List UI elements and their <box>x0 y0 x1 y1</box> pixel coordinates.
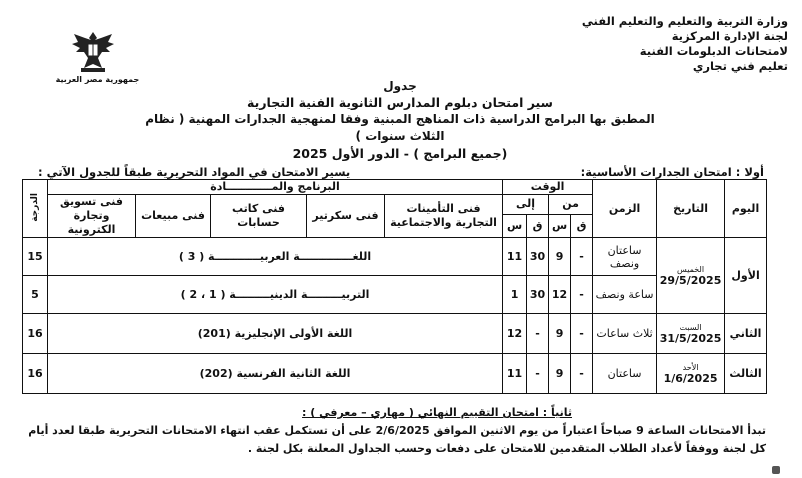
day-cell: الأول <box>725 238 767 314</box>
marks-cell: 16 <box>23 354 48 394</box>
subject-cell: اللغــــــــــــــة العربيــــــــــــة ( 3 ) <box>48 238 503 276</box>
duration-cell: ثلاث ساعات <box>593 314 657 354</box>
header-program: البرنامج والمــــــــــــادة <box>48 180 503 195</box>
title-line: سير امتحان دبلوم المدارس الثانوية الفنية التجارية <box>247 95 553 110</box>
date-cell: السبت 31/5/2025 <box>657 314 725 354</box>
from-minute: - <box>571 238 593 276</box>
program-sales: فنى مبيعات <box>136 195 211 238</box>
program-accountant: فنى كاتب حسابات <box>211 195 307 238</box>
table-row <box>23 314 767 354</box>
header-duration: الزمن <box>593 180 657 238</box>
table-row <box>23 238 767 276</box>
to-hour: 11 <box>503 354 527 394</box>
ministry-line: لجنة الإدارة المركزية <box>671 29 788 43</box>
header-day: اليوم <box>725 180 767 238</box>
marks-cell: 15 <box>23 238 48 276</box>
from-minute: - <box>571 354 593 394</box>
section2-paragraph: تبدأ الامتحانات الساعة 9 صباحاً اعتباراً من يوم الاثنين الموافق 2/6/2025 على أن تستكمل عقب انتهاء الامتحانات التحريرية طبقا لعدد أيام كل لجنة ووفقاً لأعداد الطلاب المتقدمين للامتحان على دفعات وحسب الجداول المعلنة بكل لجنة . <box>28 424 766 455</box>
title-line: (جميع البرامج ) - الدور الأول 2025 <box>292 146 508 161</box>
ministry-line: وزارة التربية والتعليم والتعليم الفني <box>581 14 788 28</box>
to-hour: 12 <box>503 314 527 354</box>
table-row <box>23 276 767 314</box>
date-cell: الخميس 29/5/2025 <box>657 238 725 314</box>
program-marketing: فنى تسويق وتجارة الكترونية <box>48 195 136 238</box>
to-minute: - <box>527 354 549 394</box>
header-hour: س <box>549 214 571 237</box>
emblem-caption: جمهورية مصر العربية <box>55 75 140 84</box>
program-secretary: فنى سكرتير <box>307 195 385 238</box>
subject-cell: اللغة الأولى الإنجليزية (201) <box>48 314 503 354</box>
ministry-header <box>528 14 788 74</box>
header-date: التاريخ <box>657 180 725 238</box>
duration-cell: ساعة ونصف <box>593 276 657 314</box>
day-cell: الثاني <box>725 314 767 354</box>
corner-mark-icon <box>772 466 780 474</box>
eagle-emblem-icon <box>68 30 118 74</box>
to-hour: 11 <box>503 238 527 276</box>
from-hour: 9 <box>549 314 571 354</box>
header-hour: س <box>503 214 527 237</box>
header-from: من <box>549 195 593 215</box>
from-hour: 9 <box>549 238 571 276</box>
day-cell: الثالث <box>725 354 767 394</box>
date-cell: الأحد 1/6/2025 <box>657 354 725 394</box>
subject-cell: التربيـــــــــة الدينيـــــــــة ( 1 ، 2 ) <box>48 276 503 314</box>
duration-cell: ساعتان <box>593 354 657 394</box>
title-line: المطبق بها البرامج الدراسية ذات المناهج المبنية وفقا لمنهجية الجدارات المهنية ( نظام الثلاث سنوات ) <box>145 112 655 143</box>
marks-cell: 5 <box>23 276 48 314</box>
section2-label: ثانياً : امتحان التقييم النهائي ( مهاري – معرفي ) : <box>302 406 572 419</box>
from-minute: - <box>571 276 593 314</box>
subject-cell: اللغة الثانية الفرنسية (202) <box>48 354 503 394</box>
to-minute: 30 <box>527 276 549 314</box>
duration-cell: ساعتان ونصف <box>593 238 657 276</box>
to-minute: - <box>527 314 549 354</box>
section1-note: يسير الامتحان في المواد التحريرية طبقاً للجدول الآتي : <box>38 165 351 179</box>
program-insurance: فنى التأمينات التجارية والاجتماعية <box>385 195 503 238</box>
to-minute: 30 <box>527 238 549 276</box>
header-minute: ق <box>571 214 593 237</box>
title-line: جدول <box>383 79 417 93</box>
header-time: الوقت <box>503 180 593 195</box>
to-hour: 1 <box>503 276 527 314</box>
ministry-line: لامتحانات الدبلومات الفنية <box>639 44 788 58</box>
from-minute: - <box>571 314 593 354</box>
from-hour: 12 <box>549 276 571 314</box>
from-hour: 9 <box>549 354 571 394</box>
ministry-line: تعليم فني تجاري <box>692 59 788 73</box>
header-to: إلى <box>503 195 549 215</box>
schedule-table <box>22 179 767 394</box>
table-row <box>23 354 767 394</box>
section1-label: أولا : امتحان الجدارات الأساسية: <box>580 165 764 179</box>
header-marks: الدرجة <box>23 180 48 238</box>
marks-cell: 16 <box>23 314 48 354</box>
title-block <box>130 78 670 163</box>
header-minute: ق <box>527 214 549 237</box>
